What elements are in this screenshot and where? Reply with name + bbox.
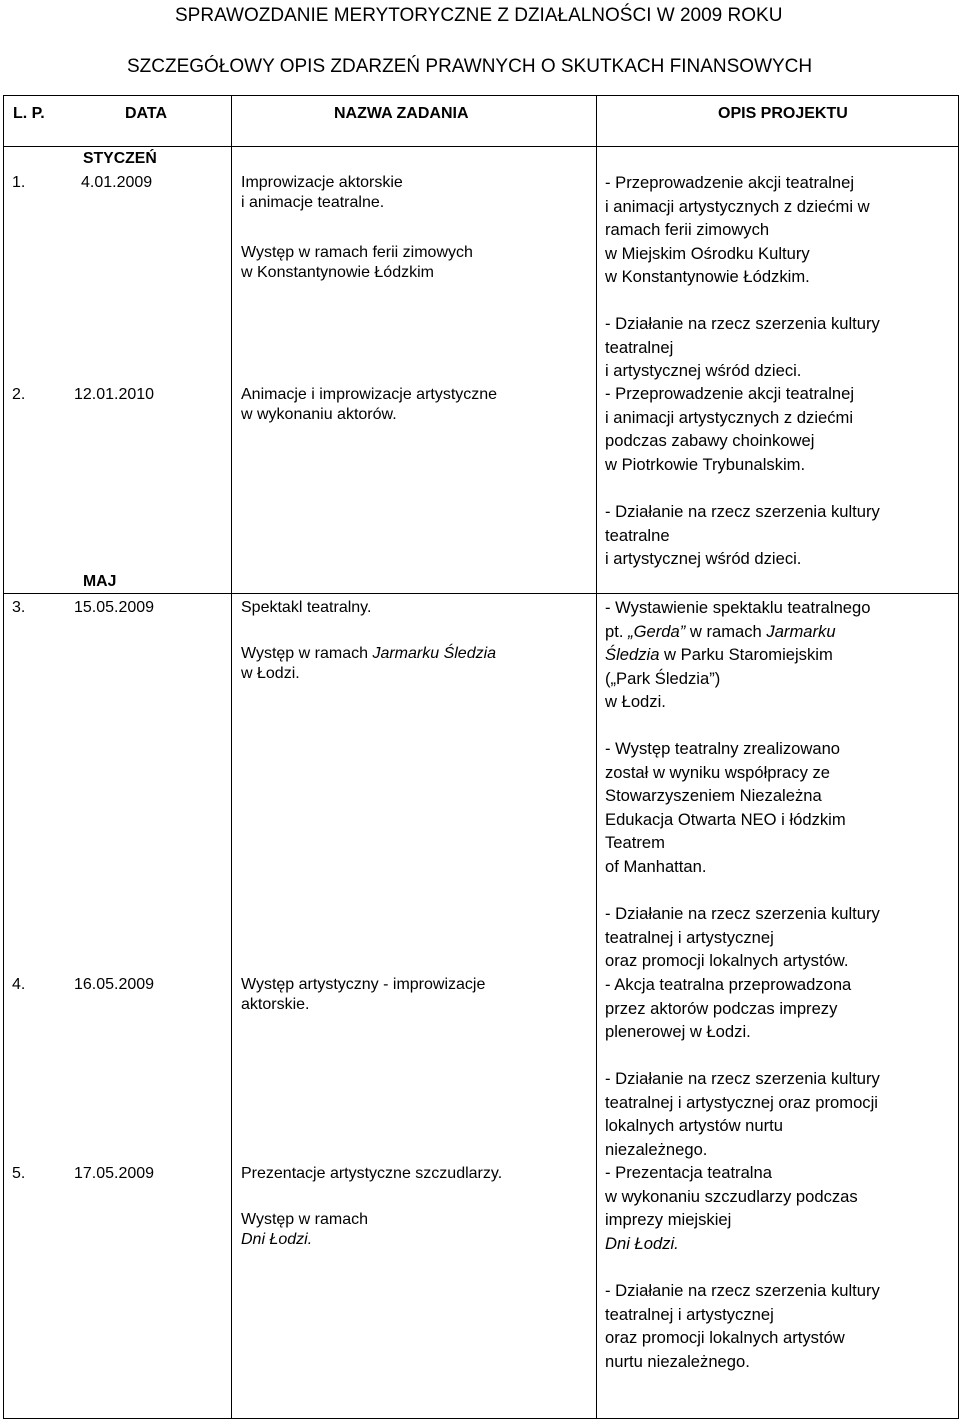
column-divider (231, 95, 232, 1419)
project-description: - Działanie na rzecz szerzenia kultury teatralnej i artystycznej oraz promocji lokalnych artystów. (605, 904, 880, 970)
project-description: - Przeprowadzenie akcji teatralnej i animacji artystycznych z dziećmi podczas zabawy choinkowej w Piotrkowie Trybunalskim. (605, 384, 855, 474)
column-divider (596, 95, 597, 1419)
task-venue: Występ w ramach Jarmarku Śledzia w Łodzi. (241, 645, 497, 682)
task-venue: Występ w ramach Dni Łodzi. (241, 1211, 368, 1248)
project-description: - Wystawienie spektaklu teatralnego pt. „Gerda” w ramach Jarmarku Śledzia w Parku Staromiejskim („Park Śledzia”) w Łodzi. (605, 598, 871, 711)
row-date: 12.01.2010 (74, 386, 155, 403)
row-number: 5. (12, 1165, 26, 1182)
table-left-border (3, 95, 4, 1419)
table-bottom-border (3, 1418, 959, 1419)
project-description: - Występ teatralny zrealizowano został w wyniku współpracy ze Stowarzyszeniem Niezależna Edukacja Otwarta NEO i łódzkim Teatrem of Manhattan. (605, 739, 846, 876)
task-venue: Występ w ramach ferii zimowych w Konstantynowie Łódzkim (241, 244, 473, 281)
row-separator (3, 593, 959, 594)
row-date: 16.05.2009 (74, 976, 155, 993)
project-description: - Działanie na rzecz szerzenia kultury teatralnej i artystycznej oraz promocji lokalnych artystów nurtu niezależnego. (605, 1281, 880, 1371)
column-header-opis: OPIS PROJEKTU (718, 105, 848, 122)
month-label: STYCZEŃ (83, 150, 157, 167)
task-name: Prezentacje artystyczne szczudlarzy. (241, 1165, 503, 1182)
task-name: Występ artystyczny - improwizacje aktorskie. (241, 976, 486, 1013)
task-name: Improwizacje aktorskie i animacje teatralne. (241, 174, 403, 211)
row-date: 17.05.2009 (74, 1165, 155, 1182)
row-date: 4.01.2009 (81, 174, 153, 191)
row-date: 15.05.2009 (74, 599, 155, 616)
row-number: 1. (12, 174, 26, 191)
project-description: - Działanie na rzecz szerzenia kultury teatralne i artystycznej wśród dzieci. (605, 502, 880, 568)
task-name: Spektakl teatralny. (241, 599, 372, 616)
row-number: 4. (12, 976, 26, 993)
project-description: - Działanie na rzecz szerzenia kultury teatralnej i artystycznej wśród dzieci. (605, 314, 880, 380)
table-top-border (3, 95, 959, 96)
month-label: MAJ (83, 573, 117, 590)
column-header-lp: L. P. (13, 105, 45, 122)
column-header-nazwa: NAZWA ZADANIA (334, 105, 469, 122)
project-description: - Przeprowadzenie akcji teatralnej i animacji artystycznych z dziećmi w ramach ferii zimowych w Miejskim Ośrodku Kultury w Konstantynowie Łódzkim. (605, 173, 870, 286)
row-number: 3. (12, 599, 26, 616)
table-right-border (958, 95, 959, 1419)
document-subtitle: SZCZEGÓŁOWY OPIS ZDARZEŃ PRAWNYCH O SKUTKACH FINANSOWYCH (127, 56, 813, 77)
project-description: - Prezentacja teatralna w wykonaniu szczudlarzy podczas imprezy miejskiej Dni Łodzi. (605, 1163, 858, 1253)
project-description: - Działanie na rzecz szerzenia kultury teatralnej i artystycznej oraz promocji lokalnych artystów nurtu niezależnego. (605, 1069, 880, 1159)
project-description: - Akcja teatralna przeprowadzona przez aktorów podczas imprezy plenerowej w Łodzi. (605, 975, 852, 1041)
column-header-data: DATA (125, 105, 168, 122)
header-bottom-border (3, 146, 959, 147)
task-name: Animacje i improwizacje artystyczne w wykonaniu aktorów. (241, 386, 498, 423)
row-number: 2. (12, 386, 26, 403)
document-title: SPRAWOZDANIE MERYTORYCZNE Z DZIAŁALNOŚCI W 2009 ROKU (175, 5, 783, 26)
